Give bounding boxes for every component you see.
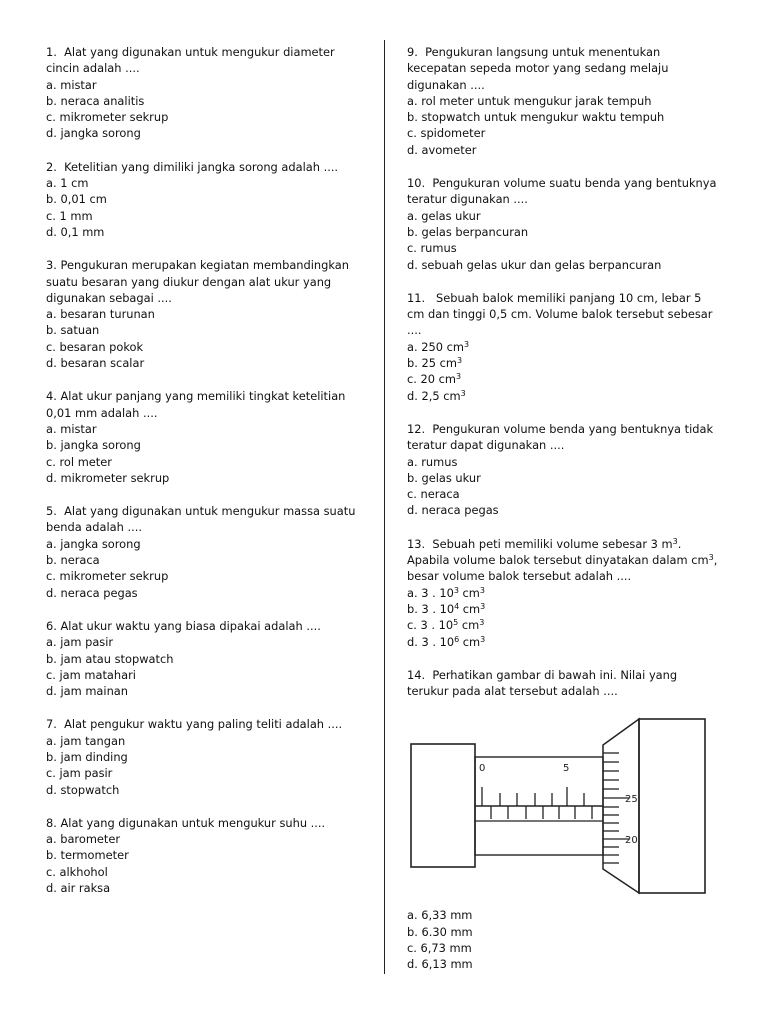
answer-option: d. besaran scalar (46, 356, 145, 371)
option-list (407, 907, 722, 972)
answer-option: c. 1 mm (46, 208, 93, 223)
answer-option: b. satuan (46, 323, 100, 338)
answer-option: a. 1 cm (46, 176, 89, 191)
thimble-label-25: 25 (625, 794, 638, 806)
answer-option: d. neraca pegas (46, 585, 138, 600)
question-stem: 11. Sebuah balok memiliki panjang 10 cm, lebar 5 cm dan tinggi 0,5 cm. Volume balok tersebut sebesar .... (407, 290, 717, 338)
option-list (46, 634, 366, 699)
answer-option: a. mistar (46, 77, 97, 92)
answer-option: b. jam atau stopwatch (46, 651, 174, 666)
question-block (407, 175, 722, 273)
question-stem: 14. Perhatikan gambar di bawah ini. Nilai yang terukur pada alat tersebut adalah .... (407, 667, 681, 699)
answer-option: b. 6.30 mm (407, 924, 473, 939)
answer-option: c. 3 . $10^5$ $cm^3$ (407, 618, 485, 633)
answer-option: b. 0,01 cm (46, 192, 107, 207)
question-block (46, 159, 366, 240)
answer-option: d. air raksa (46, 881, 111, 896)
answer-option: d. jam mainan (46, 684, 128, 699)
question-block (46, 618, 366, 699)
question-stem: 13. Sebuah peti memiliki volume sebesar 3 $m^3$. Apabila volume balok tersebut dinyatakan dalam $cm^3$, besar volume balok tersebut adalah .... (407, 536, 721, 584)
question-block (407, 421, 722, 519)
answer-option: c. 20 $cm^3$ (407, 372, 462, 387)
question-stem: 9. Pengukuran langsung untuk menentukan kecepatan sepeda motor yang sedang melaju digunakan .... (407, 45, 673, 92)
option-list (407, 339, 722, 404)
question-stem: 3. Pengukuran merupakan kegiatan membandingkan suatu besaran yang diukur dengan alat ukur yang digunakan sebagai .... (46, 258, 353, 305)
question-stem: 5. Alat yang digunakan untuk mengukur massa suatu benda adalah .... (46, 504, 360, 535)
question-block (46, 257, 366, 371)
sleeve-label-5: 5 (563, 763, 570, 775)
option-list (46, 831, 366, 896)
answer-option: b. jam dinding (46, 749, 128, 764)
answer-option: d. 0,1 mm (46, 224, 105, 239)
micrometer-figure (407, 709, 717, 905)
question-stem: 1. Alat yang digunakan untuk mengukur diameter cincin adalah .... (46, 45, 339, 76)
question-stem: 7. Alat pengukur waktu yang paling teliti adalah .... (46, 717, 343, 732)
answer-option: c. spidometer (407, 126, 486, 141)
answer-option: c. mikrometer sekrup (46, 569, 169, 584)
question-block (407, 44, 722, 158)
sleeve-label-0: 0 (479, 763, 486, 775)
question-block (46, 815, 366, 896)
question-block (46, 388, 366, 486)
answer-option: b. jangka sorong (46, 438, 141, 453)
question-block (407, 290, 722, 404)
answer-option: d. 6,13 mm (407, 957, 473, 972)
question-stem: 2. Ketelitian yang dimiliki jangka sorong adalah .... (46, 159, 339, 174)
option-list (407, 454, 722, 519)
option-list (407, 585, 722, 650)
answer-option: b. 25 $cm^3$ (407, 356, 463, 371)
answer-option: c. 6,73 mm (407, 940, 472, 955)
answer-option: d. avometer (407, 142, 477, 157)
question-stem: 8. Alat yang digunakan untuk mengukur suhu .... (46, 815, 326, 830)
answer-option: b. gelas ukur (407, 470, 481, 485)
answer-option: c. rol meter (46, 454, 112, 469)
column-divider (384, 40, 385, 974)
answer-option: a. besaran turunan (46, 307, 155, 322)
question-stem: 4. Alat ukur panjang yang memiliki tingkat ketelitian 0,01 mm adalah .... (46, 389, 350, 420)
answer-option: b. 3 . $10^4$ $cm^3$ (407, 601, 486, 616)
micrometer-frame (411, 744, 475, 867)
answer-option: c. rumus (407, 241, 457, 256)
option-list (46, 77, 366, 142)
sleeve-upper-ticks (482, 787, 584, 806)
answer-option: d. 2,5 $cm^3$ (407, 388, 466, 403)
left-column (46, 44, 366, 913)
option-list (46, 306, 366, 371)
answer-option: b. gelas berpancuran (407, 224, 529, 239)
answer-option: a. 250 $cm^3$ (407, 339, 470, 354)
question-block (407, 536, 722, 650)
option-list (407, 208, 722, 273)
answer-option: a. jam pasir (46, 635, 114, 650)
thimble-label-20: 20 (625, 835, 638, 847)
answer-option: b. neraca (46, 553, 100, 568)
thimble-ticks (603, 753, 629, 863)
answer-option: d. 3 . $10^6$ $cm^3$ (407, 634, 486, 649)
option-list (46, 421, 366, 486)
answer-option: c. neraca (407, 487, 460, 502)
answer-option: d. mikrometer sekrup (46, 470, 170, 485)
option-list (46, 536, 366, 601)
answer-option: a. 3 . $10^3$ $cm^3$ (407, 585, 485, 600)
option-list (407, 93, 722, 158)
answer-option: d. stopwatch (46, 782, 120, 797)
question-block (407, 667, 722, 973)
question-block (46, 44, 366, 142)
answer-option: c. jam pasir (46, 766, 113, 781)
answer-option: b. stopwatch untuk mengukur waktu tempuh (407, 110, 665, 125)
answer-option: d. sebuah gelas ukur dan gelas berpancuran (407, 257, 662, 272)
answer-option: b. neraca analitis (46, 93, 145, 108)
answer-option: d. jangka sorong (46, 126, 141, 141)
micrometer-thimble (603, 719, 639, 893)
answer-option: b. termometer (46, 848, 129, 863)
answer-option: a. 6,33 mm (407, 908, 473, 923)
answer-option: c. jam matahari (46, 667, 136, 682)
right-column (407, 44, 722, 990)
answer-option: d. neraca pegas (407, 503, 499, 518)
answer-option: a. rumus (407, 454, 458, 469)
answer-option: c. mikrometer sekrup (46, 110, 169, 125)
sleeve-lower-ticks (491, 806, 592, 819)
answer-option: a. rol meter untuk mengukur jarak tempuh (407, 93, 652, 108)
answer-option: a. jangka sorong (46, 536, 141, 551)
answer-option: c. alkhohol (46, 864, 108, 879)
question-block (46, 716, 366, 797)
answer-option: c. besaran pokok (46, 339, 144, 354)
question-block (46, 503, 366, 601)
question-stem: 6. Alat ukur waktu yang biasa dipakai adalah .... (46, 618, 321, 633)
answer-option: a. jam tangan (46, 733, 126, 748)
answer-option: a. gelas ukur (407, 208, 481, 223)
answer-option: a. mistar (46, 421, 97, 436)
question-stem: 10. Pengukuran volume suatu benda yang bentuknya teratur digunakan .... (407, 176, 721, 207)
option-list (46, 733, 366, 798)
answer-option: a. barometer (46, 832, 121, 847)
micrometer-ratchet (639, 719, 705, 893)
question-stem: 12. Pengukuran volume benda yang bentuknya tidak teratur dapat digunakan .... (407, 421, 717, 453)
option-list (46, 175, 366, 240)
